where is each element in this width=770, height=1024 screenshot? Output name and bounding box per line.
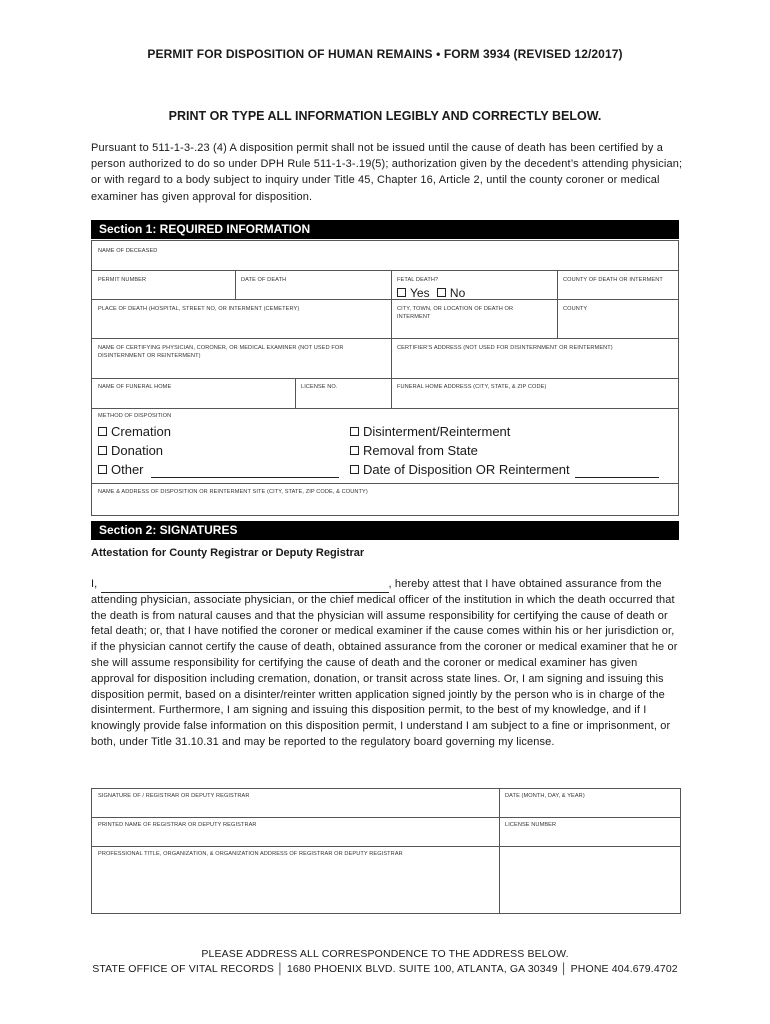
disposition-site-label: NAME & ADDRESS OF DISPOSITION OR REINTERMENT SITE (CITY, STATE, ZIP CODE, & COUNTY): [98, 489, 368, 495]
name-of-deceased-label: NAME OF DECEASED: [98, 248, 158, 254]
cremation-checkbox[interactable]: [98, 427, 107, 436]
certifying-physician-label: NAME OF CERTIFYING PHYSICIAN, CORONER, OR MEDICAL EXAMINER (NOT USED FOR DISINTERNMENT OR REINTERMENT): [98, 345, 344, 359]
fetal-yes-label: Yes: [410, 286, 430, 300]
date-of-death-field[interactable]: [236, 283, 390, 298]
other-checkbox[interactable]: [98, 465, 107, 474]
attestation-prefix: I,: [91, 578, 98, 590]
cremation-label: Cremation: [111, 424, 171, 439]
city-town-label: CITY, TOWN, OR LOCATION OF DEATH OR INTERMENT: [397, 306, 514, 320]
option-disinterment[interactable]: [350, 424, 510, 440]
date-of-death-label: DATE OF DEATH: [241, 277, 287, 283]
place-of-death-field[interactable]: [92, 313, 390, 337]
certifying-physician-field[interactable]: [92, 361, 390, 377]
date-of-disposition-label: Date of Disposition OR Reinterment: [363, 462, 570, 477]
funeral-home-address-field[interactable]: [392, 391, 678, 407]
registrar-name-input[interactable]: [101, 581, 389, 593]
section1-form: [91, 240, 679, 516]
permit-number-field[interactable]: [92, 283, 234, 298]
section2-heading: Section 2: SIGNATURES: [91, 521, 679, 540]
professional-title-field[interactable]: [92, 859, 498, 912]
option-date-of-disposition[interactable]: [350, 462, 659, 478]
option-other[interactable]: [98, 462, 339, 478]
city-town-field[interactable]: [392, 321, 556, 337]
funeral-home-label: NAME OF FUNERAL HOME: [98, 384, 172, 390]
date-label: DATE (MONTH, DAY, & YEAR): [505, 793, 585, 799]
disinterment-checkbox[interactable]: [350, 427, 359, 436]
permit-number-label: PERMIT NUMBER: [98, 277, 147, 283]
disposition-site-field[interactable]: [92, 497, 678, 515]
date-of-disposition-input[interactable]: [575, 463, 659, 478]
license-number-field[interactable]: [500, 829, 680, 845]
instruction-heading: PRINT OR TYPE ALL INFORMATION LEGIBLY AND CORRECTLY BELOW.: [168, 109, 602, 123]
license-number-label: LICENSE NUMBER: [505, 822, 557, 828]
county-label: COUNTY: [563, 306, 588, 312]
pursuant-paragraph: Pursuant to 511-1-3-.23 (4) A disposition permit shall not be issued until the cause of death has been certified by a person authorized to do so under DPH Rule 511-1-3-.19(5); authorization given by the decedent’s attending physician; or with regard to a body subject to inquiry under Title 45, Chapter 16, Article 2, until the county coroner or medical examiner has given approval for disposition.: [91, 142, 683, 203]
option-donation[interactable]: [98, 443, 163, 459]
other-label: Other: [111, 462, 144, 477]
attestation-text: , hereby attest that I have obtained assurance from the attending physician, associate physician, or the chief medical officer of the institution in which the death occurred that the death is from natural causes and that the physician will assume responsibility for certifying the cause of death or fetal death; or, that I have notified the coroner or medical examiner if the cause comes within his or her jurisdiction or, if the physician cannot certify the cause of death, obtained assurance from the coroner or medical examiner that he or she will assume responsibility for certifying the cause of death and the coroner or medical examiner has given approval for disposition including cremation, donation, or transit across state lines. Or, I am signing and issuing this disposition permit, based on a disinter/reinter written application signed jointly by the person who is in charge of the disinterment. Furthermore, I am signing and issuing this disposition permit, to the best of my knowledge, and if I knowingly provide false information on this disposition permit, I understand I am subject to a fine or imprisonment, or both, under Title 31.10.31 and may be reported to the regulatory board governing my license.: [91, 578, 678, 748]
removal-label: Removal from State: [363, 443, 478, 458]
removal-checkbox[interactable]: [350, 446, 359, 455]
fetal-no-checkbox[interactable]: [437, 288, 446, 297]
printed-name-label: PRINTED NAME OF REGISTRAR OR DEPUTY REGISTRAR: [98, 822, 257, 828]
section1-heading: Section 1: REQUIRED INFORMATION: [91, 220, 679, 239]
signature-table: [91, 788, 681, 914]
method-of-disposition-label: METHOD OF DISPOSITION: [98, 413, 172, 419]
license-no-label: LICENSE NO.: [301, 384, 338, 390]
option-cremation[interactable]: [98, 424, 171, 440]
place-of-death-label: PLACE OF DEATH (HOSPITAL, STREET NO, OR INTERMENT (CEMETERY): [98, 306, 300, 312]
name-of-deceased-field[interactable]: [92, 253, 678, 269]
footer-line1: PLEASE ADDRESS ALL CORRESPONDENCE TO THE ADDRESS BELOW.: [201, 948, 569, 960]
fetal-death-label: FETAL DEATH?: [397, 277, 439, 283]
signature-label: SIGNATURE OF / REGISTRAR OR DEPUTY REGISTRAR: [98, 793, 250, 799]
professional-title-label: PROFESSIONAL TITLE, ORGANIZATION, & ORGANIZATION ADDRESS OF REGISTRAR OR DEPUTY REGISTRAR: [98, 851, 403, 857]
option-removal[interactable]: [350, 443, 478, 459]
license-no-field[interactable]: [296, 391, 390, 407]
fetal-no-label: No: [449, 286, 466, 300]
other-input[interactable]: [151, 463, 339, 478]
printed-name-field[interactable]: [92, 829, 498, 845]
certifier-address-field[interactable]: [392, 353, 678, 377]
funeral-home-field[interactable]: [92, 391, 294, 407]
fetal-death-options: [397, 285, 465, 301]
county-of-death-label: COUNTY OF DEATH OR INTERMENT: [563, 277, 663, 283]
county-of-death-field[interactable]: [558, 283, 678, 298]
date-field[interactable]: [500, 799, 680, 816]
attestation-paragraph: [91, 577, 683, 751]
funeral-home-address-label: FUNERAL HOME ADDRESS (CITY, STATE, & ZIP CODE): [397, 384, 547, 390]
form-title: PERMIT FOR DISPOSITION OF HUMAN REMAINS • FORM 3934 (REVISED 12/2017): [147, 47, 623, 61]
county-field[interactable]: [558, 313, 678, 337]
donation-checkbox[interactable]: [98, 446, 107, 455]
disinterment-label: Disinterment/Reinterment: [363, 424, 511, 439]
certifier-address-label: CERTIFIER’S ADDRESS (NOT USED FOR DISINTERNMENT OR REINTERMENT): [397, 345, 613, 351]
date-of-disposition-checkbox[interactable]: [350, 465, 359, 474]
donation-label: Donation: [111, 443, 164, 458]
footer-line2: STATE OFFICE OF VITAL RECORDS │ 1680 PHOENIX BLVD. SUITE 100, ATLANTA, GA 30349 │ PHONE 404.679.4702: [92, 963, 678, 975]
fetal-yes-checkbox[interactable]: [397, 288, 406, 297]
attestation-title: Attestation for County Registrar or Deputy Registrar: [91, 547, 365, 559]
signature-field[interactable]: [92, 799, 498, 816]
